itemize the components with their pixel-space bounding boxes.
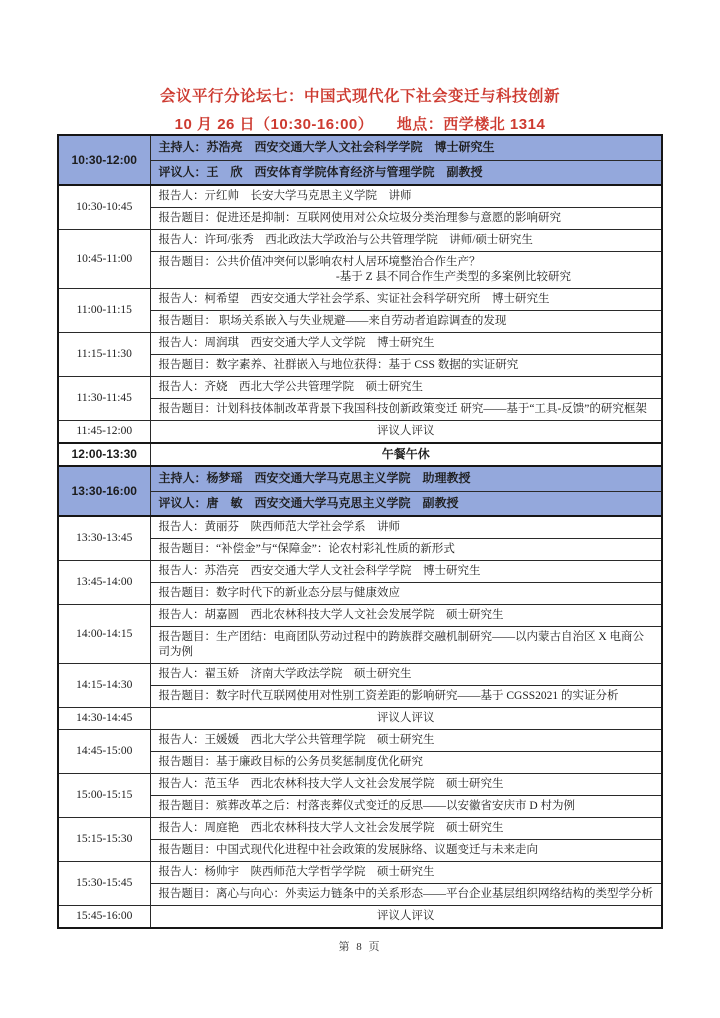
talk-row [58, 774, 662, 796]
presenter-cell: 报告人：王媛媛 西北大学公共管理学院 硕士研究生 [150, 730, 662, 752]
topic-line: 报告题目：离心与向心：外卖运力链条中的关系形态——平台企业基层组织网络结构的类型学分析 [158, 888, 653, 900]
page-number: 第 8 页 [338, 941, 382, 953]
topic-line: 报告题目：中国式现代化进程中社会政策的发展脉络、议题变迁与未来走向 [158, 844, 538, 856]
lunch-break-row [58, 443, 662, 466]
topic-line: 报告题目：基于廉政目标的公务员奖惩制度优化研究 [158, 756, 423, 768]
topic-line: 报告题目：计划科技体制改革背景下我国科技创新政策变迁 研究——基于“工具-反馈”的研究框架 [158, 403, 647, 415]
talk-row [58, 377, 662, 399]
talk-row [58, 818, 662, 840]
talk-time-cell: 15:15-15:30 [58, 818, 150, 862]
topic-line: 报告题目： 职场关系嵌入与失业规避——来自劳动者追踪调查的发现 [158, 315, 507, 327]
forum-title: 会议平行分论坛七：中国式现代化下社会变迁与科技创新 [159, 88, 560, 105]
talk-time-cell: 10:45-11:00 [58, 230, 150, 289]
reviewer-cell: 评议人：唐 敏 西安交通大学马克思主义学院 副教授 [150, 491, 662, 516]
presenter-cell: 报告人：齐娆 西北大学公共管理学院 硕士研究生 [150, 377, 662, 399]
discussion-time-cell: 14:30-14:45 [58, 708, 150, 730]
talk-time-cell: 10:30-10:45 [58, 185, 150, 230]
topic-cell [150, 539, 662, 561]
topic-line: 报告题目：数字时代下的新业态分层与健康效应 [158, 587, 400, 599]
break-time-cell: 12:00-13:30 [58, 443, 150, 466]
session-time-cell: 13:30-16:00 [58, 466, 150, 516]
session-time-cell: 10:30-12:00 [58, 135, 150, 185]
presenter-cell: 报告人：亓红帅 长安大学马克思主义学院 讲师 [150, 185, 662, 208]
presenter-cell: 报告人：黄丽芬 陕西师范大学社会学系 讲师 [150, 516, 662, 539]
topic-cell [150, 840, 662, 862]
discussion-row [58, 708, 662, 730]
topic-cell [150, 583, 662, 605]
talk-time-cell: 15:00-15:15 [58, 774, 150, 818]
topic-line: 报告题目：数字时代互联网使用对性别工资差距的影响研究——基于 CGSS2021 的实证分析 [158, 690, 619, 702]
talk-time-cell: 14:00-14:15 [58, 605, 150, 664]
talk-row [58, 561, 662, 583]
topic-line: 报告题目：生产团结：电商团队劳动过程中的跨族群交融机制研究——以内蒙古自治区 X 电商公司为例 [158, 631, 645, 658]
moderator-cell: 主持人：杨梦瑶 西安交通大学马克思主义学院 助理教授 [150, 466, 662, 491]
talk-row [58, 333, 662, 355]
talk-time-cell: 11:15-11:30 [58, 333, 150, 377]
talk-row [58, 516, 662, 539]
talk-row [58, 730, 662, 752]
discussion-row [58, 421, 662, 444]
topic-cell [150, 686, 662, 708]
talk-time-cell: 11:00-11:15 [58, 289, 150, 333]
topic-line: 报告题目：促进还是抑制：互联网使用对公众垃圾分类治理参与意愿的影响研究 [158, 212, 561, 224]
talk-time-cell: 14:15-14:30 [58, 664, 150, 708]
topic-subtitle-line: -基于 Z 县不同合作生产类型的多案例比较研究 [335, 271, 571, 283]
topic-line: 报告题目：殡葬改革之后：村落丧葬仪式变迁的反思——以安徽省安庆市 D 村为例 [158, 800, 576, 812]
presenter-cell: 报告人：翟玉娇 济南大学政法学院 硕士研究生 [150, 664, 662, 686]
reviewer-cell: 评议人：王 欣 西安体育学院体育经济与管理学院 副教授 [150, 160, 662, 185]
talk-time-cell: 14:45-15:00 [58, 730, 150, 774]
forum-date-location: 10 月 26 日（10:30-16:00） 地点：西学楼北 1314 [174, 116, 546, 133]
discussion-time-cell: 15:45-16:00 [58, 906, 150, 929]
session-header-row [58, 466, 662, 491]
talk-row [58, 664, 662, 686]
topic-cell [150, 252, 662, 289]
talk-time-cell: 13:30-13:45 [58, 516, 150, 561]
discussion-label-cell: 评议人评议 [150, 906, 662, 929]
presenter-cell: 报告人：周庭艳 西北农林科技大学人文社会发展学院 硕士研究生 [150, 818, 662, 840]
topic-cell [150, 399, 662, 421]
topic-cell [150, 884, 662, 906]
presenter-cell: 报告人：苏浩亮 西安交通大学人文社会科学学院 博士研究生 [150, 561, 662, 583]
discussion-row [58, 906, 662, 929]
topic-cell [150, 752, 662, 774]
topic-cell [150, 355, 662, 377]
topic-cell [150, 796, 662, 818]
presenter-cell: 报告人：范玉华 西北农林科技大学人文社会发展学院 硕士研究生 [150, 774, 662, 796]
talk-time-cell: 11:30-11:45 [58, 377, 150, 421]
discussion-label-cell: 评议人评议 [150, 708, 662, 730]
schedule-table [57, 134, 663, 929]
session-header-row [58, 135, 662, 160]
topic-cell [150, 208, 662, 230]
moderator-cell: 主持人：苏浩亮 西安交通大学人文社会科学学院 博士研究生 [150, 135, 662, 160]
break-label-cell: 午餐午休 [150, 443, 662, 466]
talk-row [58, 862, 662, 884]
presenter-cell: 报告人：许珂/张秀 西北政法大学政治与公共管理学院 讲师/硕士研究生 [150, 230, 662, 252]
talk-time-cell: 13:45-14:00 [58, 561, 150, 605]
topic-cell [150, 311, 662, 333]
presenter-cell: 报告人：柯希望 西安交通大学社会学系、实证社会科学研究所 博士研究生 [150, 289, 662, 311]
presenter-cell: 报告人：杨帅宇 陕西师范大学哲学学院 硕士研究生 [150, 862, 662, 884]
discussion-label-cell: 评议人评议 [150, 421, 662, 444]
talk-row [58, 230, 662, 252]
talk-time-cell: 15:30-15:45 [58, 862, 150, 906]
presenter-cell: 报告人：周润琪 西安交通大学人文学院 博士研究生 [150, 333, 662, 355]
discussion-time-cell: 11:45-12:00 [58, 421, 150, 444]
topic-line: 报告题目：“补偿金”与“保障金”：论农村彩礼性质的新形式 [158, 543, 455, 555]
topic-line: 报告题目：公共价值冲突何以影响农村人居环境整治合作生产？ [158, 256, 481, 268]
presenter-cell: 报告人：胡嘉圆 西北农林科技大学人文社会发展学院 硕士研究生 [150, 605, 662, 627]
talk-row [58, 605, 662, 627]
topic-line: 报告题目：数字素养、社群嵌入与地位获得：基于 CSS 数据的实证研究 [158, 359, 519, 371]
talk-row [58, 289, 662, 311]
topic-cell [150, 627, 662, 664]
talk-row [58, 185, 662, 208]
